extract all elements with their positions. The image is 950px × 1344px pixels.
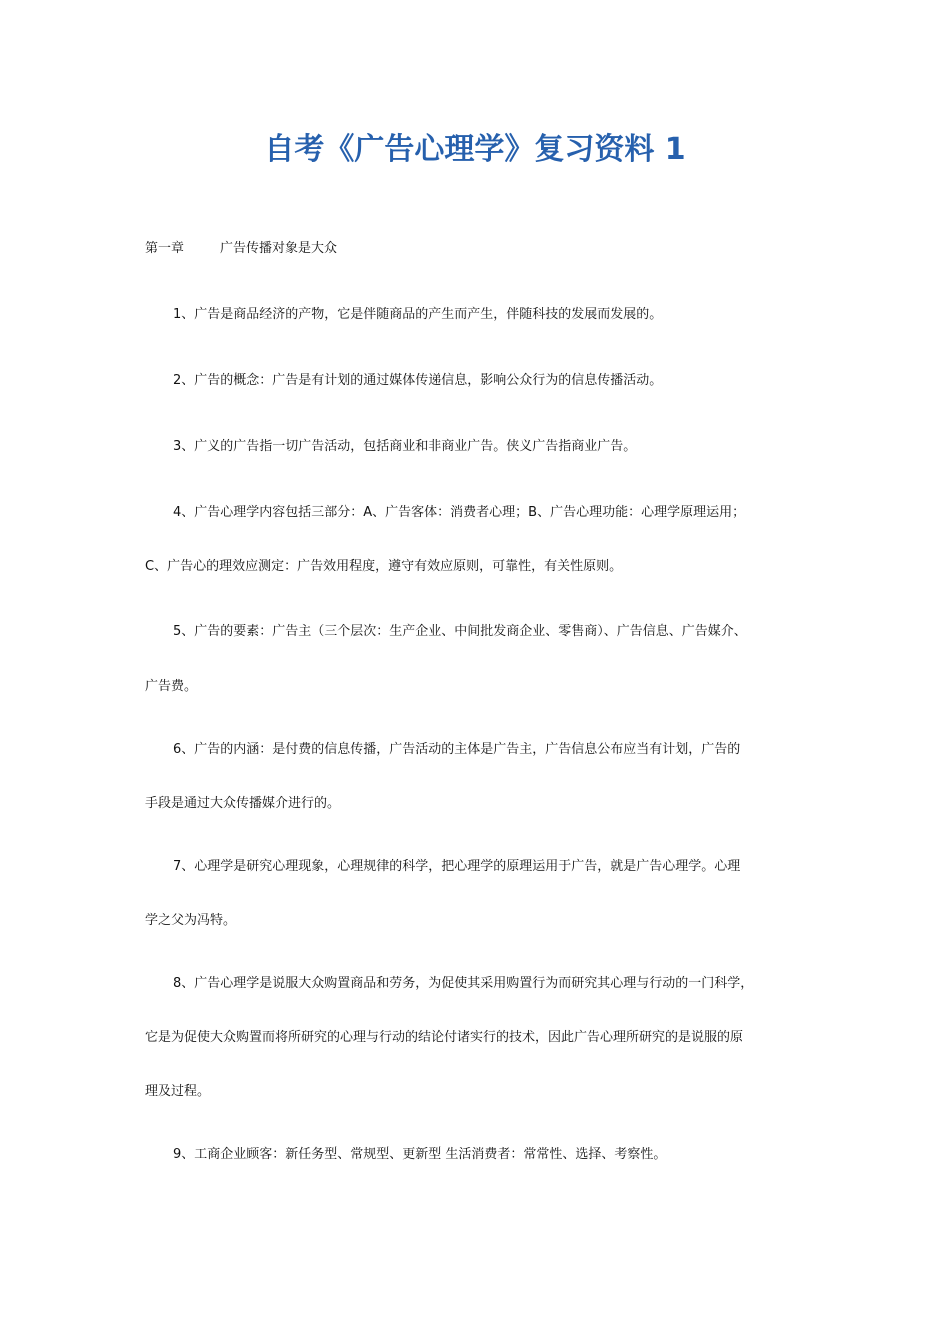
paragraph-line: 学之父为冯特。 [145, 913, 237, 928]
chapter-title: 广告传播对象是大众 [220, 241, 338, 256]
paragraph-line: 2、广告的概念：广告是有计划的通过媒体传递信息，影响公众行为的信息传播活动。 [173, 373, 663, 388]
paragraph-line: 1、广告是商品经济的产物，它是伴随商品的产生而产生，伴随科技的发展而发展的。 [173, 307, 663, 322]
paragraph-line: C、广告心的理效应测定：广告效用程度，遵守有效应原则，可靠性，有关性原则。 [145, 559, 623, 574]
paragraph-line: 4、广告心理学内容包括三部分：A、广告客体：消费者心理；B、广告心理功能：心理学原理运用； [173, 505, 746, 520]
paragraph-line: 广告费。 [145, 679, 198, 694]
paragraph-line: 7、心理学是研究心理现象，心理规律的科学，把心理学的原理运用于广告，就是广告心理学。心理 [173, 859, 741, 874]
paragraph-line: 5、广告的要素：广告主（三个层次：生产企业、中间批发商企业、零售商）、广告信息、广告媒介、 [173, 624, 747, 639]
paragraph-line: 3、广义的广告指一切广告活动，包括商业和非商业广告。侠义广告指商业广告。 [173, 439, 637, 454]
paragraph-line: 8、广告心理学是说服大众购置商品和劳务，为促使其采用购置行为而研究其心理与行动的一门科学， [173, 976, 754, 991]
document-title: 自考《广告心理学》复习资料 1 [264, 132, 686, 167]
paragraph-line: 理及过程。 [145, 1084, 211, 1099]
paragraph-line: 它是为促使大众购置而将所研究的心理与行动的结论付诸实行的技术，因此广告心理所研究的是说服的原 [145, 1030, 744, 1045]
paragraph-line: 6、广告的内涵：是付费的信息传播，广告活动的主体是广告主，广告信息公布应当有计划，广告的 [173, 742, 741, 757]
paragraph-line: 手段是通过大众传播媒介进行的。 [145, 796, 341, 811]
paragraph-line: 9、工商企业顾客：新任务型、常规型、更新型 生活消费者：常常性、选择、考察性。 [173, 1147, 667, 1162]
chapter-number: 第一章 [145, 241, 185, 256]
chapter-heading [145, 238, 337, 260]
